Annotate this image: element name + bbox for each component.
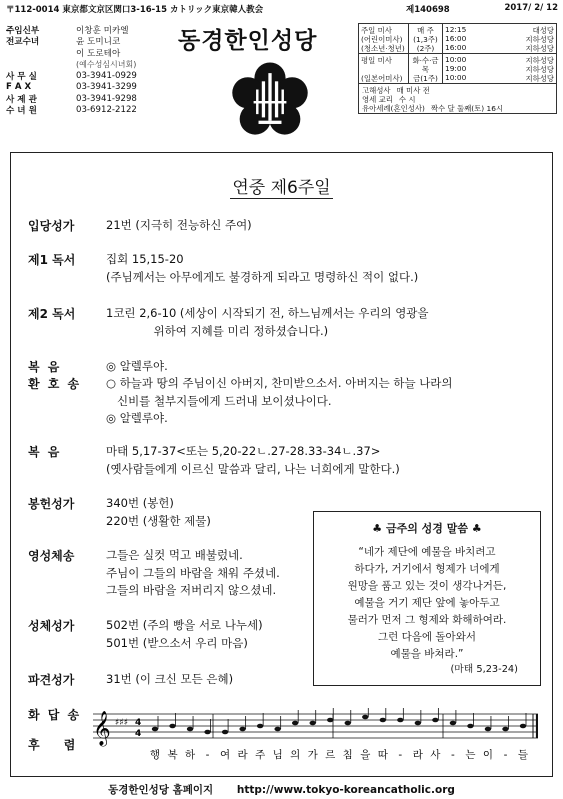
section-line: 502번 (주의 빵을 서로 나누세) — [106, 618, 263, 632]
phone-convent: 03-6912-2122 — [76, 105, 137, 116]
schedule-time: 10:00 — [445, 73, 467, 82]
staff-key: 주임신부 — [6, 25, 40, 36]
staff-row — [6, 93, 156, 105]
section-line: (옛사람들에게 이르신 말씀과 달리, 나는 너희에게 말한다.) — [106, 461, 400, 476]
lyric-syllable: 따 — [377, 749, 388, 761]
sacrament-time: 짝수 달 둘째(토) 16시 — [430, 104, 504, 112]
section-line: 340번 (봉헌) — [106, 496, 174, 510]
section-line: 220번 (생활한 제물) — [106, 513, 211, 528]
section-label: 봉헌성가 — [28, 497, 75, 511]
scripture-line: 하다가, 거기에서 형제가 너에게 — [354, 563, 500, 575]
lyric-syllable: 가 — [307, 749, 318, 761]
scripture-reference: (마태 5,23-24) — [450, 664, 518, 675]
section-line: 그들은 실컷 먹고 배불렀네. — [106, 548, 243, 562]
note-head — [362, 715, 368, 720]
note-head — [485, 727, 491, 732]
church-logo-icon — [229, 60, 311, 142]
schedule-place: 대성당 — [532, 26, 554, 35]
lyric-syllable: 라 — [237, 749, 248, 761]
lyric-syllable: 주 — [255, 749, 266, 761]
schedule-label — [361, 64, 406, 73]
schedule-label: (청소년·청년) — [361, 44, 405, 52]
section-label: 화 답 송 — [28, 708, 82, 722]
schedule-day: 금(1주) — [413, 74, 438, 82]
staff-key: 사 제 관 — [6, 94, 37, 105]
section-label: 환 호 송 — [28, 377, 82, 391]
sunday-title: 연중 제6주일 — [232, 178, 331, 198]
note-head — [152, 727, 158, 732]
schedule-place: 지하성당 — [525, 44, 554, 53]
sacrament-label: 고해성사 — [362, 86, 391, 94]
staff-note: (예수성심시녀회) — [76, 59, 137, 69]
footer — [0, 782, 563, 797]
note-head — [450, 721, 456, 726]
schedule-time: 16:00 — [445, 43, 467, 52]
lyric-syllable: 복 — [167, 749, 178, 761]
schedule-label: (어린이미사) — [361, 35, 403, 43]
section-line: (주님께서는 아무에게도 불경하게 되라고 명령하신 적이 없다.) — [106, 269, 419, 284]
section-line: 마태 5,17-37<또는 5,20-22ㄴ.27-28.33-34ㄴ.37> — [106, 444, 381, 458]
note-head — [467, 724, 473, 729]
scripture-line: 원망을 품고 있는 것이 생각나거든, — [347, 580, 507, 592]
sacrament-label: 영세 교리 — [362, 95, 393, 103]
section-line: 주님이 그들의 바람을 채워 주셨네. — [106, 565, 280, 580]
section-line: 집회 15,15-20 — [106, 252, 184, 266]
staff-value: 윤 도미니코 — [76, 37, 121, 48]
section-line: 위하여 지혜를 미리 정하셨습니다.) — [106, 323, 329, 338]
schedule-day: 화·수·금 — [412, 56, 439, 64]
staff-row — [6, 105, 156, 117]
lyric-syllable: 의 — [290, 749, 301, 761]
note-head — [310, 721, 316, 726]
section-line: 501번 (받으소서 우리 마음) — [106, 635, 248, 650]
scripture-box-title: ♣ 금주의 성경 말씀 ♣ — [372, 522, 482, 535]
note-head — [187, 727, 193, 732]
treble-clef-icon: 𝄞 — [93, 711, 111, 746]
sacrament-label: 유아세례(혼인성사) — [362, 104, 425, 112]
staff-key: 수 녀 원 — [6, 106, 37, 117]
section-line: ◎ 알렐루야. — [106, 411, 168, 425]
issue-number: 제140698 — [406, 5, 450, 15]
page-title — [11, 173, 552, 198]
schedule-place: 지하성당 — [525, 35, 554, 44]
scripture-line: 그런 다음에 돌아와서 — [378, 631, 476, 643]
staff-row — [6, 36, 156, 48]
schedule-place: 지하성당 — [525, 65, 554, 74]
schedule-time: 16:00 — [445, 34, 467, 43]
lyric-syllable: - — [205, 749, 210, 761]
sunday-mass-block — [359, 24, 556, 54]
note-head — [345, 721, 351, 726]
section-label: 후 렴 — [28, 738, 86, 752]
weekday-mass-block — [359, 54, 556, 84]
lyric-syllable: 들 — [517, 749, 529, 761]
note-head — [257, 724, 263, 729]
schedule-day: (1,3주) — [413, 35, 438, 43]
schedule-place: 지하성당 — [525, 56, 554, 65]
staff-contacts — [6, 24, 156, 116]
note-head — [222, 730, 228, 735]
section-line: ◎ 알렐루야. — [106, 359, 168, 373]
schedule-day: 매 주 — [417, 26, 434, 34]
scripture-line: 예물을 바쳐라.” — [390, 648, 464, 660]
lyric-syllable: 을 — [360, 749, 371, 761]
lyric-syllable: 라 — [412, 749, 423, 761]
staff-row — [6, 59, 156, 71]
staff-row — [6, 47, 156, 59]
schedule-day: 목 — [421, 65, 430, 73]
note-head — [502, 727, 508, 732]
scripture-line: “네가 제단에 예물을 바치려고 — [358, 546, 496, 558]
lyric-syllable: 는 — [465, 749, 476, 761]
note-head — [239, 727, 245, 732]
schedule-time: 10:00 — [445, 55, 467, 64]
lyric-syllable: - — [398, 749, 403, 761]
section-line: ○ 하늘과 땅의 주님이신 아버지, 찬미받으소서. 아버지는 하늘 나라의 — [106, 376, 453, 390]
note-head — [415, 721, 421, 726]
note-head — [327, 718, 333, 723]
section-label: 입당성가 — [28, 219, 75, 233]
note-head — [292, 721, 298, 726]
schedule-label: 평일 미사 — [361, 56, 392, 64]
section-label: 복 음 — [28, 360, 62, 374]
section-line: 1코린 2,6-10 (세상이 시작되기 전, 하느님께서는 우리의 영광을 — [106, 306, 429, 320]
staff-value: 이 도로테아 — [76, 48, 121, 59]
mass-schedule — [358, 23, 557, 114]
note-head — [380, 718, 386, 723]
staff-row — [6, 24, 156, 36]
scripture-quote — [314, 544, 540, 663]
section-line: 21번 (지극히 전능하신 주여) — [106, 218, 252, 232]
church-name: 동경한인성당 — [178, 28, 318, 54]
fax-number: 03-3941-3299 — [76, 82, 137, 93]
sacrament-time: 매 미사 전 — [396, 86, 430, 94]
phone-rectory: 03-3941-9298 — [76, 93, 137, 104]
note-head — [397, 718, 403, 723]
schedule-place: 지하성당 — [525, 74, 554, 83]
liturgy-frame — [10, 152, 553, 777]
section-label: 제1 독서 — [28, 253, 76, 267]
refrain-music-staff — [93, 708, 538, 764]
note-head — [274, 727, 280, 732]
note-head — [520, 724, 526, 729]
sacrament-info — [359, 84, 556, 113]
scripture-line: 물러가 먼저 그 형제와 화해하여라. — [347, 614, 507, 626]
section-label: 복 음 — [28, 445, 62, 459]
staff-value: 이창훈 미카엘 — [76, 25, 129, 36]
schedule-label: (일본어미사) — [361, 74, 403, 82]
lyric-syllable: 하 — [184, 749, 196, 761]
schedule-day: (2주) — [416, 44, 435, 52]
section-line: 31번 (이 크신 모든 은혜) — [106, 672, 234, 686]
lyric-syllable: 행 — [149, 749, 161, 761]
scripture-line: 예물을 거기 제단 앞에 놓아두고 — [354, 597, 500, 609]
issue-date: 2017/ 2/ 12 — [504, 3, 558, 13]
lyric-syllable: - — [503, 749, 508, 761]
homepage-url[interactable]: http://www.tokyo-koreancatholic.org — [236, 784, 455, 796]
lyric-syllable: - — [451, 749, 455, 761]
church-address: 〒112-0014 東京都文京区関口3-16-15 カトリック東京韓人教会 — [6, 5, 264, 15]
sacrament-time: 수 시 — [398, 95, 416, 103]
schedule-time: 12:15 — [445, 25, 467, 34]
time-signature-icon: 4 — [135, 718, 142, 728]
lyric-syllable: 침 — [342, 749, 353, 761]
section-label: 성체성가 — [28, 619, 75, 633]
schedule-time: 19:00 — [445, 64, 467, 73]
time-signature-icon: 4 — [135, 729, 142, 739]
refrain-lyrics — [150, 748, 528, 761]
staff-row — [6, 70, 156, 82]
staff-key: 전교수녀 — [6, 37, 40, 48]
lyric-syllable: 이 — [482, 749, 494, 761]
note-head — [432, 718, 438, 723]
section-label: 영성체송 — [28, 549, 75, 563]
staff-key: 사 무 실 — [6, 71, 37, 82]
homepage-label: 동경한인성당 홈페이지 — [108, 784, 214, 796]
schedule-label: 주일 미사 — [361, 26, 392, 34]
note-head — [169, 724, 175, 729]
note-head — [204, 730, 210, 735]
lyric-syllable: 사 — [430, 749, 441, 761]
note-heads — [152, 708, 526, 734]
section-label: 파견성가 — [28, 673, 75, 687]
key-signature-icon: ♯♯♯ — [115, 718, 129, 728]
section-line: 신비를 철부지들에게 드러내 보이셨나이다. — [106, 393, 332, 408]
header-line — [6, 3, 558, 15]
phone-office: 03-3941-0929 — [76, 70, 137, 81]
lyric-syllable: 여 — [220, 749, 231, 761]
lyric-syllable: 르 — [325, 749, 336, 761]
staff-row — [6, 82, 156, 94]
section-line: 그들의 바람을 저버리지 않으셨네. — [106, 583, 277, 597]
lyric-syllable: 님 — [272, 749, 283, 761]
section-label: 제2 독서 — [28, 307, 76, 321]
weekly-scripture-box — [313, 511, 541, 686]
staff-key: F A X — [6, 82, 32, 93]
